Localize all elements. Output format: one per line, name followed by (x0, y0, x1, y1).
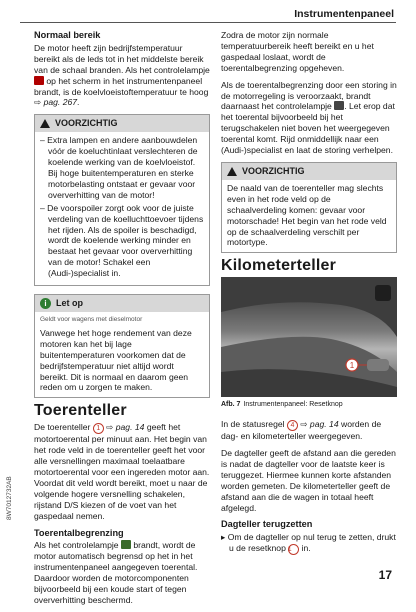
caution-text: De naald van de toerenteller mag slechts even in het rode veld op de schaalverdeling komen: gevaar voor motorschade! Het begin van het rode veld op de schaalverdeling verschilt per motortype. (227, 182, 387, 248)
instruction-step: ▸ Om de dagteller op nul terug te zetten, drukt u de resetknop 1 in. (221, 532, 396, 554)
heading-normaal-bereik: Normaal bereik (34, 30, 101, 40)
caution-box-cooling (34, 114, 210, 286)
info-circle-icon: i (40, 298, 51, 309)
note-text: Vanwege het hoge rendement van deze motoren kan het bij lage buitentemperaturen voorkomen dat de bedrijfstemperatuur niet altijd wordt bereikt. Dit is normaal en daarom geen reden om u zorgen te maken. (40, 327, 192, 393)
paragraph-dagteller: De dagteller geeft de afstand aan die gereden is nadat de dagteller voor de laatste keer is teruggezet. Hiermee kunnen korte afstanden worden gemeten. De kilometerteller geeft de afstand aan die de wagen in totaal heeft afgelegd. (221, 448, 396, 513)
section-title: Instrumentenpaneel (294, 8, 394, 20)
heading-kilometerteller: Kilometerteller (221, 257, 337, 275)
page-reference[interactable]: pag. 267 (43, 97, 78, 108)
note-box-diesel (34, 294, 210, 398)
page-number: 17 (378, 568, 392, 582)
paragraph-normaal: De motor heeft zijn bedrijfstemperatuur bereikt als de leds tot in het middelste bereik van de schaal branden. Als het controlelampje op het scherm in het instrumentenpaneel brandt, is de koelvloeistoftemperatuur te hoog ⇨ pag. 267. (34, 42, 210, 108)
callout-number: 1 (93, 423, 104, 434)
paragraph-statusline: In de statusregel 4 ⇨ pag. 14 worden de dag- en kilometerteller weergegeven. (221, 419, 382, 442)
rpm-limit-lamp-icon (121, 540, 131, 549)
figure-caption (221, 400, 397, 411)
caution-item: – De voorspoiler zorgt ook voor de juiste verdeling van de koelluchttoevoer tijdens het rijden. Als de spoiler is beschadigd, wordt de koelende werking minder en bestaat het gevaar voor oververhitting van de motor! Schakel een (Audi-)specialist in. (40, 202, 204, 279)
figure-reset-button-photo (221, 277, 397, 397)
paragraph-limit-fault: Als de toerentalbegrenzing door een storing in de motorregeling is veroorzaakt, brandt daarnaast het controlelampje . Let erop dat het toerental bijvoorbeeld bij het terugschakelen niet boven het weergegeven toerental komt. Rijd onmiddellijk naar een (Audi-)specialist en laat de storing verhelpen. (221, 79, 397, 156)
page-reference[interactable]: pag. 14 (309, 419, 339, 430)
caution-title: VOORZICHTIG (55, 118, 118, 129)
instrument-panel-illustration (221, 277, 397, 397)
warning-triangle-icon (40, 119, 50, 128)
paragraph-limit-release: Zodra de motor zijn normale temperatuurbereik heeft bereikt en u het gaspedaal loslaat, wordt de toerentalbegrenzing opgeheven. (221, 30, 374, 73)
note-subtitle: Geldt voor wagens met dieselmotor (40, 316, 143, 324)
coolant-warning-lamp-icon (34, 76, 44, 85)
figure-text: Instrumentenpaneel: Resetknop (243, 401, 343, 409)
note-title: Let op (56, 298, 83, 309)
header-rule (20, 22, 396, 23)
left-column (34, 30, 210, 612)
callout-number: 4 (287, 420, 298, 431)
paragraph-begrenzing: Als het controlelampje brandt, wordt de motor automatisch begrensd op het in het instrumentenpaneel aangegeven toerental. Daardoor worden de motorcomponenten bijvoorbeeld bij een koude start of tegen oververhitting beschermd. (34, 540, 198, 605)
figure-label: Afb. 7 (221, 401, 241, 409)
reset-button-icon (367, 359, 389, 371)
figure-callout-1: 1 (349, 361, 355, 371)
document-code: 8W7012732AB (6, 476, 13, 520)
paragraph-toerenteller: De toerenteller 1 ⇨ pag. 14 geeft het motortoerental per minuut aan. Het begin van het rode veld in de toerenteller geeft het voor alle versnellingen maximaal toelaatbare motortoerental voor een ingereden motor aan. Voordat dit veld wordt bereikt, moet u naar de volgende hogere versnelling schakelen, rijstand D/S kiezen of de voet van het gaspedaal nemen. (34, 422, 210, 521)
page-reference[interactable]: pag. 14 (115, 422, 145, 433)
right-column (221, 30, 397, 555)
caution-title: VOORZICHTIG (242, 165, 305, 176)
engine-fault-lamp-icon (334, 101, 344, 110)
heading-toerenteller: Toerenteller (34, 402, 127, 420)
caution-item: – Extra lampen en andere aanbouwdelen vóór de koeluchtinlaat verslechteren de koelende werking van de koelvloeistof. Bij hoge buitentemperaturen en sterke motorbelasting ontstaat er gevaar voor oververhitting van de motor! (40, 135, 198, 200)
heading-dagteller-terugzetten: Dagteller terugzetten (221, 519, 313, 530)
callout-number: 1 (288, 544, 299, 555)
warning-triangle-icon (227, 167, 237, 176)
caution-box-rpm (221, 162, 397, 253)
heading-toerentalbegrenzing: Toerentalbegrenzing (34, 527, 124, 538)
